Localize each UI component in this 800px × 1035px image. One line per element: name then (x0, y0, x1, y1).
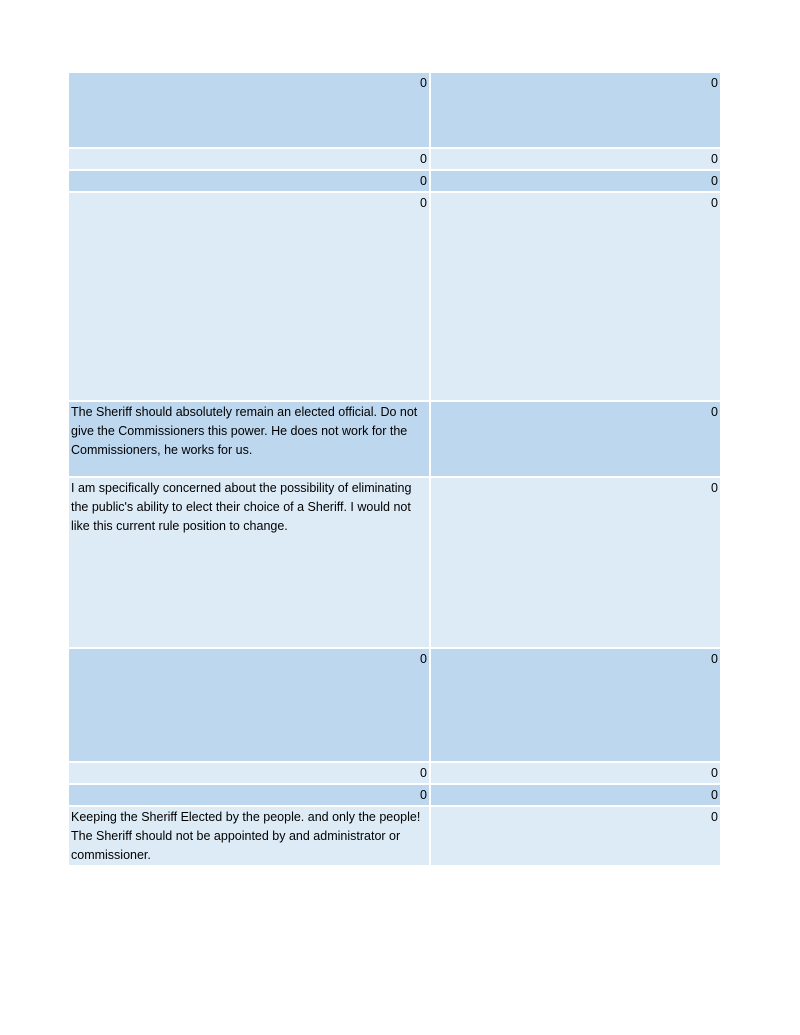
response-cell: 0 (68, 72, 430, 148)
count-cell: 0 (430, 648, 721, 762)
count-cell: 0 (430, 762, 721, 784)
response-cell: 0 (68, 148, 430, 170)
table-row (68, 806, 721, 866)
count-cell: 0 (430, 192, 721, 401)
count-cell: 0 (430, 806, 721, 866)
table-row (68, 784, 721, 806)
count-cell: 0 (430, 784, 721, 806)
response-cell: I am specifically concerned about the possibility of eliminating the public's ability to elect their choice of a Sheriff. I would not like this current rule position to change. (68, 477, 430, 648)
response-cell: 0 (68, 784, 430, 806)
response-cell: 0 (68, 192, 430, 401)
table-row (68, 762, 721, 784)
response-cell: 0 (68, 648, 430, 762)
table-row (68, 648, 721, 762)
table-row (68, 148, 721, 170)
table-row (68, 477, 721, 648)
count-cell: 0 (430, 148, 721, 170)
count-cell: 0 (430, 72, 721, 148)
responses-table (67, 71, 722, 867)
response-cell: Keeping the Sheriff Elected by the people. and only the people! The Sheriff should not be appointed by and administrator or commissioner. (68, 806, 430, 866)
response-cell: 0 (68, 170, 430, 192)
response-cell: The Sheriff should absolutely remain an elected official. Do not give the Commissioners this power. He does not work for the Commissioners, he works for us. (68, 401, 430, 477)
table-row (68, 401, 721, 477)
table-row (68, 170, 721, 192)
table-row (68, 72, 721, 148)
count-cell: 0 (430, 401, 721, 477)
response-cell: 0 (68, 762, 430, 784)
table-row (68, 192, 721, 401)
count-cell: 0 (430, 477, 721, 648)
count-cell: 0 (430, 170, 721, 192)
